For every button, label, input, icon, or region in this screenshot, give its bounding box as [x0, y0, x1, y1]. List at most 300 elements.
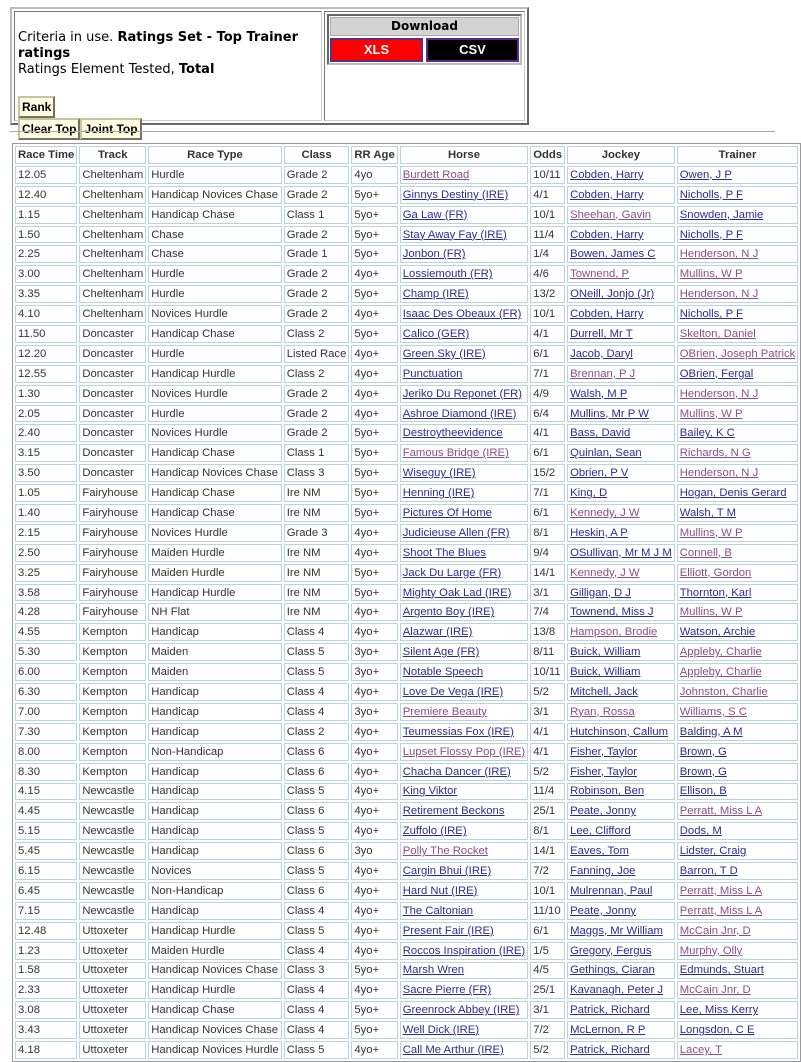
trainer-link[interactable]: Appleby, Charlie: [679, 646, 762, 659]
cell-track: Kempton: [79, 763, 146, 781]
table-row: [15, 325, 798, 343]
cell-race-type: Handicap Novices Hurdle: [148, 1041, 281, 1059]
horse-link[interactable]: Argento Boy (IRE): [402, 606, 495, 619]
trainer-link[interactable]: Lee, Miss Kerry: [679, 1004, 759, 1017]
jockey-link[interactable]: Mullins, Mr P W: [570, 407, 649, 420]
cell-horse: [400, 226, 528, 244]
cell-class: Class 6: [284, 802, 350, 820]
cell-jockey: [567, 265, 675, 283]
horse-link[interactable]: Champ (IRE): [402, 288, 469, 301]
horse-link[interactable]: Isaac Des Obeaux (FR): [402, 308, 522, 321]
cell-horse: [400, 882, 528, 900]
cell-class: Ire NM: [284, 504, 350, 522]
trainer-link[interactable]: Thornton, Karl: [679, 586, 752, 599]
cell-race-type: Handicap: [148, 723, 281, 741]
cell-track: Doncaster: [79, 365, 146, 383]
trainer-link[interactable]: Henderson, N J: [679, 248, 759, 261]
cell-trainer: [677, 166, 799, 184]
cell-odds: 1/4: [530, 245, 565, 263]
jockey-link[interactable]: Kennedy, J W: [570, 566, 640, 579]
trainer-link[interactable]: Appleby, Charlie: [679, 666, 762, 679]
cell-race-type: Novices Hurdle: [148, 424, 281, 442]
horse-link[interactable]: Calico (GER): [402, 327, 470, 340]
cell-track: Kempton: [79, 663, 146, 681]
table-row: [15, 584, 798, 602]
cell-race-type: Handicap: [148, 842, 281, 860]
cell-race-type: Hurdle: [148, 405, 281, 423]
cell-race-type: Handicap: [148, 822, 281, 840]
horse-link[interactable]: Love De Vega (IRE): [402, 685, 504, 698]
trainer-link[interactable]: Longsdon, C E: [679, 1024, 755, 1037]
jockey-link[interactable]: Gethings, Ciaran: [570, 964, 655, 977]
jockey-link[interactable]: Walsh, M P: [570, 387, 628, 400]
trainer-link[interactable]: Ellison, B: [679, 785, 727, 798]
jockey-link[interactable]: Bass, David: [570, 427, 631, 440]
horse-link[interactable]: Sacre Pierre (FR): [402, 984, 492, 997]
cell-rr-age: 3yo+: [351, 643, 397, 661]
horse-link[interactable]: Ashroe Diamond (IRE): [402, 407, 517, 420]
table-row: [15, 743, 798, 761]
trainer-link[interactable]: Williams, S C: [679, 705, 747, 718]
cell-odds: 4/1: [530, 723, 565, 741]
jockey-link[interactable]: Mitchell, Jack: [570, 685, 638, 698]
cell-track: Newcastle: [79, 783, 146, 801]
horse-link[interactable]: Premiere Beauty: [402, 705, 487, 718]
jockey-link[interactable]: Heskin, A P: [570, 526, 628, 539]
cell-race-time: 4.15: [15, 783, 77, 801]
trainer-link[interactable]: McCain Jnr, D: [679, 924, 751, 937]
horse-link[interactable]: Notable Speech: [402, 666, 484, 679]
trainer-link[interactable]: Perratt, Miss L A: [679, 884, 763, 897]
cell-race-type: Maiden Hurdle: [148, 544, 281, 562]
trainer-link[interactable]: OBrien, Joseph Patrick: [679, 347, 796, 360]
cell-class: Class 5: [284, 1041, 350, 1059]
table-row: [15, 405, 798, 423]
cell-jockey: [567, 603, 675, 621]
table-row: [15, 305, 798, 323]
cell-horse: [400, 842, 528, 860]
cell-rr-age: 5yo+: [351, 584, 397, 602]
cell-class: Grade 2: [284, 424, 350, 442]
table-row: [15, 365, 798, 383]
jockey-link[interactable]: Cobden, Harry: [570, 188, 644, 201]
cell-trainer: [677, 703, 799, 721]
trainer-link[interactable]: McCain Jnr, D: [679, 984, 751, 997]
trainer-link[interactable]: OBrien, Fergal: [679, 367, 754, 380]
cell-odds: 6/4: [530, 405, 565, 423]
jockey-link[interactable]: Townend, Miss J: [570, 606, 654, 619]
horse-link[interactable]: Punctuation: [402, 367, 463, 380]
horse-link[interactable]: Wiseguy (IRE): [402, 467, 476, 480]
cell-trainer: [677, 822, 799, 840]
cell-odds: 3/1: [530, 703, 565, 721]
cell-track: Doncaster: [79, 444, 146, 462]
cell-rr-age: 4yo+: [351, 902, 397, 920]
trainer-link[interactable]: Barron, T D: [679, 865, 738, 877]
horse-link[interactable]: Lossiemouth (FR): [402, 268, 493, 281]
cell-horse: [400, 424, 528, 442]
cell-horse: [400, 285, 528, 303]
cell-trainer: [677, 981, 799, 999]
jockey-link[interactable]: Peate, Jonny: [570, 904, 637, 917]
horse-link[interactable]: Ga Law (FR): [402, 208, 468, 221]
horse-link[interactable]: Stay Away Fay (IRE): [402, 228, 507, 241]
jockey-link[interactable]: Robinson, Ben: [570, 785, 645, 798]
jockey-link[interactable]: Fanning, Joe: [570, 865, 636, 877]
horse-link[interactable]: Shoot The Blues: [402, 546, 487, 559]
cell-odds: 8/1: [530, 822, 565, 840]
cell-odds: 4/1: [530, 424, 565, 442]
cell-track: Cheltenham: [79, 245, 146, 263]
trainer-link[interactable]: Hogan, Denis Gerard: [679, 487, 787, 500]
cell-race-time: 12.05: [15, 166, 77, 184]
trainer-link[interactable]: Snowden, Jamie: [679, 208, 764, 221]
cell-trainer: [677, 325, 799, 343]
trainer-link[interactable]: Henderson, N J: [679, 288, 759, 301]
jockey-link[interactable]: Jacob, Daryl: [570, 347, 633, 360]
cell-race-type: Non-Handicap: [148, 743, 281, 761]
cell-race-time: 3.00: [15, 265, 77, 283]
horse-link[interactable]: Lupset Flossy Pop (IRE): [402, 745, 526, 758]
cell-rr-age: 4yo: [351, 166, 397, 184]
trainer-link[interactable]: Connell, B: [679, 546, 732, 559]
horse-link[interactable]: Hard Nut (IRE): [402, 884, 478, 897]
cell-track: Uttoxeter: [79, 981, 146, 999]
cell-race-type: Handicap: [148, 703, 281, 721]
horse-link[interactable]: Henning (IRE): [402, 487, 475, 500]
cell-jockey: [567, 783, 675, 801]
cell-race-type: NH Flat: [148, 603, 281, 621]
horse-link[interactable]: Teumessias Fox (IRE): [402, 725, 514, 738]
cell-race-type: Handicap Novices Chase: [148, 1021, 281, 1039]
trainer-link[interactable]: Perratt, Miss L A: [679, 805, 763, 818]
cell-rr-age: 5yo+: [351, 245, 397, 263]
jockey-link[interactable]: Fisher, Taylor: [570, 745, 638, 758]
criteria-prefix: Criteria in use.: [18, 30, 118, 45]
trainer-link[interactable]: Mullins, W P: [679, 407, 743, 420]
horse-link[interactable]: Alazwar (IRE): [402, 626, 473, 639]
horse-link[interactable]: Zuffolo (IRE): [402, 825, 467, 838]
cell-race-time: 1.40: [15, 504, 77, 522]
jockey-link[interactable]: Fisher, Taylor: [570, 765, 638, 778]
cell-rr-age: 5yo+: [351, 464, 397, 482]
jockey-link[interactable]: Mulrennan, Paul: [570, 884, 653, 897]
cell-trainer: [677, 763, 799, 781]
cell-jockey: [567, 882, 675, 900]
cell-horse: [400, 942, 528, 960]
cell-track: Doncaster: [79, 385, 146, 403]
trainer-link[interactable]: Henderson, N J: [679, 387, 759, 400]
cell-class: Grade 2: [284, 385, 350, 403]
table-row: [15, 643, 798, 661]
cell-horse: [400, 504, 528, 522]
horse-link[interactable]: Polly The Rocket: [402, 845, 488, 858]
cell-track: Doncaster: [79, 464, 146, 482]
horse-link[interactable]: Pictures Of Home: [402, 506, 492, 519]
jockey-link[interactable]: Buick, William: [570, 646, 641, 659]
horse-link[interactable]: Burdett Road: [402, 168, 470, 181]
cell-odds: 11/4: [530, 783, 565, 801]
cell-horse: [400, 1041, 528, 1059]
cell-race-type: Chase: [148, 226, 281, 244]
cell-trainer: [677, 962, 799, 980]
table-row: [15, 703, 798, 721]
horse-link[interactable]: Chacha Dancer (IRE): [402, 765, 511, 778]
cell-horse: [400, 186, 528, 204]
jockey-link[interactable]: Patrick, Richard: [570, 1044, 650, 1057]
trainer-link[interactable]: Henderson, N J: [679, 467, 759, 480]
trainer-link[interactable]: Nicholls, P F: [679, 308, 743, 321]
clear-top-button[interactable]: Clear Top: [18, 118, 80, 140]
jockey-link[interactable]: Peate, Jonny: [570, 805, 637, 818]
cell-trainer: [677, 922, 799, 940]
cell-jockey: [567, 902, 675, 920]
jockey-link[interactable]: Eaves, Tom: [570, 845, 629, 858]
trainer-link[interactable]: Brown, G: [679, 745, 727, 758]
cell-track: Cheltenham: [79, 305, 146, 323]
cell-jockey: [567, 1041, 675, 1059]
table-row: [15, 424, 798, 442]
cell-rr-age: 4yo+: [351, 524, 397, 542]
cell-jockey: [567, 584, 675, 602]
horse-link[interactable]: Greenrock Abbey (IRE): [402, 1004, 520, 1017]
jockey-link[interactable]: Gilligan, D J: [570, 586, 631, 599]
cell-race-type: Handicap: [148, 802, 281, 820]
trainer-link[interactable]: Bailey, K C: [679, 427, 735, 440]
cell-class: Class 4: [284, 1001, 350, 1019]
cell-class: Class 4: [284, 683, 350, 701]
results-table: [12, 143, 801, 1062]
jockey-link[interactable]: Hampson, Brodie: [570, 626, 658, 639]
jockey-link[interactable]: Patrick, Richard: [570, 1004, 650, 1017]
cell-race-type: Handicap Hurdle: [148, 365, 281, 383]
horse-link[interactable]: Silent Age (FR): [402, 646, 480, 659]
cell-odds: 7/2: [530, 862, 565, 880]
cell-horse: [400, 265, 528, 283]
trainer-link[interactable]: Mullins, W P: [679, 606, 743, 619]
cell-race-time: 2.50: [15, 544, 77, 562]
cell-trainer: [677, 226, 799, 244]
trainer-link[interactable]: Murphy, Olly: [679, 944, 743, 957]
horse-link[interactable]: Judicieuse Allen (FR): [402, 526, 510, 539]
cell-horse: [400, 723, 528, 741]
cell-race-time: 1.58: [15, 962, 77, 980]
cell-rr-age: 4yo+: [351, 603, 397, 621]
jockey-link[interactable]: Kennedy, J W: [570, 506, 640, 519]
cell-class: Class 4: [284, 902, 350, 920]
jockey-link[interactable]: Cobden, Harry: [570, 308, 644, 321]
horse-link[interactable]: Retirement Beckons: [402, 805, 505, 818]
horse-link[interactable]: Jeriko Du Reponet (FR): [402, 387, 523, 400]
horse-link[interactable]: Jack Du Large (FR): [402, 566, 502, 579]
cell-horse: [400, 484, 528, 502]
cell-trainer: [677, 285, 799, 303]
trainer-link[interactable]: Lacey, T: [679, 1044, 723, 1057]
cell-horse: [400, 862, 528, 880]
horse-link[interactable]: Jonbon (FR): [402, 248, 466, 261]
csv-download-button[interactable]: CSV: [426, 38, 519, 62]
cell-track: Doncaster: [79, 405, 146, 423]
jockey-link[interactable]: Cobden, Harry: [570, 168, 644, 181]
jockey-link[interactable]: Cobden, Harry: [570, 228, 644, 241]
cell-class: Grade 2: [284, 305, 350, 323]
xls-download-button[interactable]: XLS: [330, 38, 423, 62]
horse-link[interactable]: Call Me Arthur (IRE): [402, 1044, 504, 1057]
cell-trainer: [677, 942, 799, 960]
jockey-link[interactable]: Durrell, Mr T: [570, 327, 633, 340]
trainer-link[interactable]: Nicholls, P F: [679, 188, 743, 201]
jockey-link[interactable]: ONeill, Jonjo (Jr): [570, 288, 655, 301]
cell-horse: [400, 305, 528, 323]
cell-jockey: [567, 962, 675, 980]
cell-rr-age: 4yo+: [351, 981, 397, 999]
horse-link[interactable]: Mighty Oak Lad (IRE): [402, 586, 512, 599]
trainer-link[interactable]: Edmunds, Stuart: [679, 964, 764, 977]
horse-link[interactable]: Destroytheevidence: [402, 427, 503, 440]
cell-race-time: 4.28: [15, 603, 77, 621]
horse-link[interactable]: Marsh Wren: [402, 964, 465, 977]
table-header-row: [15, 146, 798, 164]
jockey-link[interactable]: Lee, Clifford: [570, 825, 631, 838]
cell-race-time: 2.40: [15, 424, 77, 442]
cell-class: Class 6: [284, 763, 350, 781]
cell-horse: [400, 245, 528, 263]
trainer-link[interactable]: Perratt, Miss L A: [679, 904, 763, 917]
cell-odds: 4/6: [530, 265, 565, 283]
jockey-link[interactable]: Maggs, Mr William: [570, 924, 663, 937]
cell-race-type: Handicap: [148, 763, 281, 781]
horse-link[interactable]: Green Sky (IRE): [402, 347, 486, 360]
horse-link[interactable]: The Caltonian: [402, 904, 474, 917]
cell-race-type: Handicap Hurdle: [148, 584, 281, 602]
jockey-link[interactable]: McLernon, R P: [570, 1024, 646, 1037]
trainer-link[interactable]: Richards, N G: [679, 447, 751, 460]
cell-odds: 6/1: [530, 345, 565, 363]
trainer-link[interactable]: Walsh, T M: [679, 506, 737, 519]
cell-jockey: [567, 345, 675, 363]
cell-race-type: Handicap Chase: [148, 325, 281, 343]
cell-trainer: [677, 265, 799, 283]
trainer-link[interactable]: Nicholls, P F: [679, 228, 743, 241]
cell-race-type: Handicap Hurdle: [148, 922, 281, 940]
jockey-link[interactable]: Gregory, Fergus: [570, 944, 652, 957]
cell-class: Class 2: [284, 325, 350, 343]
cell-rr-age: 4yo+: [351, 623, 397, 641]
jockey-link[interactable]: OSullivan, Mr M J M: [570, 546, 672, 559]
horse-link[interactable]: Ginnys Destiny (IRE): [402, 188, 509, 201]
cell-race-time: 2.25: [15, 245, 77, 263]
cell-race-type: Maiden Hurdle: [148, 564, 281, 582]
trainer-link[interactable]: Mullins, W P: [679, 268, 743, 281]
jockey-link[interactable]: Bowen, James C: [570, 248, 656, 261]
trainer-link[interactable]: Brown, G: [679, 765, 727, 778]
jockey-link[interactable]: Kavanagh, Peter J: [570, 984, 664, 997]
cell-rr-age: 5yo+: [351, 564, 397, 582]
cell-race-type: Handicap Novices Chase: [148, 186, 281, 204]
jockey-link[interactable]: Quinlan, Sean: [570, 447, 642, 460]
trainer-link[interactable]: Mullins, W P: [679, 526, 743, 539]
cell-race-time: 7.15: [15, 902, 77, 920]
horse-link[interactable]: Roccos Inspiration (IRE): [402, 944, 526, 957]
cell-rr-age: 5yo+: [351, 226, 397, 244]
cell-odds: 10/1: [530, 206, 565, 224]
horse-link[interactable]: Famous Bridge (IRE): [402, 447, 509, 460]
cell-jockey: [567, 325, 675, 343]
trainer-link[interactable]: Elliott, Gordon: [679, 566, 752, 579]
cell-horse: [400, 464, 528, 482]
cell-race-time: 8.30: [15, 763, 77, 781]
trainer-link[interactable]: Balding, A M: [679, 725, 743, 738]
table-row: [15, 544, 798, 562]
cell-track: Uttoxeter: [79, 1001, 146, 1019]
cell-race-type: Handicap: [148, 902, 281, 920]
trainer-link[interactable]: Watson, Archie: [679, 626, 756, 639]
trainer-link[interactable]: Dods, M: [679, 825, 722, 838]
horse-link[interactable]: Cargin Bhui (IRE): [402, 865, 492, 877]
trainer-link[interactable]: Skelton, Daniel: [679, 327, 756, 340]
table-row: [15, 981, 798, 999]
cell-race-type: Maiden Hurdle: [148, 942, 281, 960]
jockey-link[interactable]: Brennan, P J: [570, 367, 636, 380]
cell-horse: [400, 603, 528, 621]
ratings-set: Ratings Set - Top Trainer ratings: [18, 30, 299, 61]
cell-jockey: [567, 305, 675, 323]
cell-race-time: 12.20: [15, 345, 77, 363]
jockey-link[interactable]: King, D: [570, 487, 608, 500]
trainer-link[interactable]: Lidster, Craig: [679, 845, 747, 858]
table-row: [15, 763, 798, 781]
cell-track: Kempton: [79, 703, 146, 721]
jockey-link[interactable]: Townend, P: [570, 268, 630, 281]
horse-link[interactable]: Well Dick (IRE): [402, 1024, 480, 1037]
cell-class: Grade 2: [284, 186, 350, 204]
cell-race-type: Handicap Chase: [148, 484, 281, 502]
cell-jockey: [567, 484, 675, 502]
horse-link[interactable]: King Viktor: [402, 785, 458, 798]
jockey-link[interactable]: Obrien, P V: [570, 467, 629, 480]
cell-rr-age: 4yo+: [351, 683, 397, 701]
jockey-link[interactable]: Buick, William: [570, 666, 641, 679]
download-panel: [324, 11, 525, 121]
cell-horse: [400, 166, 528, 184]
cell-horse: [400, 544, 528, 562]
cell-rr-age: 5yo+: [351, 1001, 397, 1019]
cell-race-time: 4.45: [15, 802, 77, 820]
cell-jockey: [567, 942, 675, 960]
cell-odds: 5/2: [530, 1041, 565, 1059]
cell-horse: [400, 703, 528, 721]
trainer-link[interactable]: Johnston, Charlie: [679, 685, 768, 698]
cell-class: Class 5: [284, 643, 350, 661]
cell-horse: [400, 802, 528, 820]
horse-link[interactable]: Present Fair (IRE): [402, 924, 494, 937]
cell-odds: 3/1: [530, 1001, 565, 1019]
cell-track: Newcastle: [79, 822, 146, 840]
table-row: [15, 504, 798, 522]
table-row: [15, 623, 798, 641]
joint-top-button[interactable]: Joint Top: [80, 118, 141, 140]
jockey-link[interactable]: Sheehan, Gavin: [570, 208, 652, 221]
download-title: Download: [330, 17, 519, 36]
cell-jockey: [567, 444, 675, 462]
cell-horse: [400, 584, 528, 602]
rank-button[interactable]: Rank: [18, 96, 55, 118]
trainer-link[interactable]: Owen, J P: [679, 168, 732, 181]
jockey-link[interactable]: Ryan, Rossa: [570, 705, 635, 718]
cell-track: Newcastle: [79, 882, 146, 900]
jockey-link[interactable]: Hutchinson, Callum: [570, 725, 669, 738]
column-header: Trainer: [677, 146, 799, 164]
